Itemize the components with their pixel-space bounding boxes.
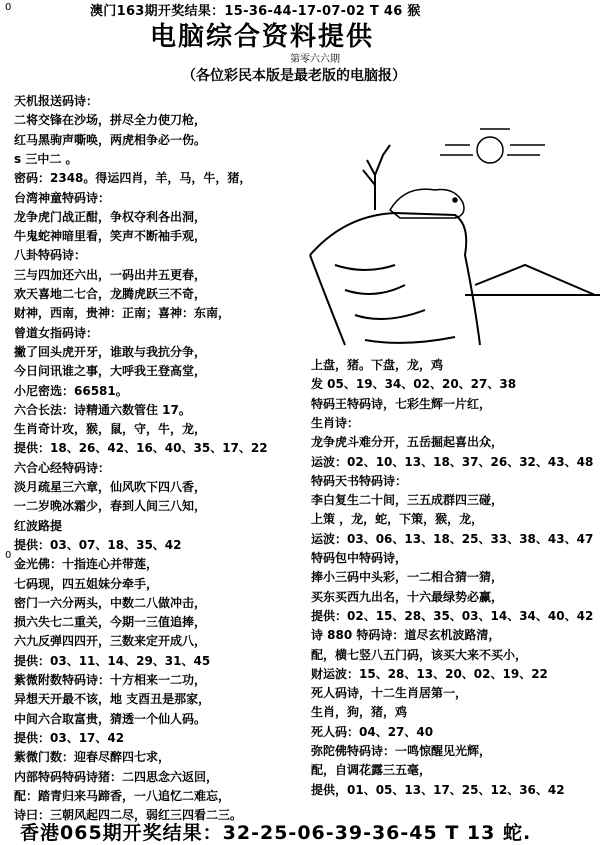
left-text-line: 提供：18、26、42、16、40、35、17、22	[14, 441, 268, 456]
right-text-line: 买东买西九出名，十六最绿势必赢，	[311, 589, 504, 604]
left-text-line: 天机报送码诗：	[14, 94, 99, 108]
left-text-line: 紫微门数：迎春尽醉四七求，	[14, 750, 171, 765]
left-text-line: 一二岁晚冰霜少，春到人间三八知，	[14, 499, 207, 514]
cliff-illustration	[305, 115, 605, 365]
right-text-line: 运波：02、10、13、18、37、26、32、43、48	[311, 454, 594, 469]
left-text-line: 红波路提	[14, 518, 63, 533]
right-text-line: 特码王特码诗，七彩生辉一片红，	[311, 396, 492, 411]
left-text-line: 曾道女指码诗：	[14, 325, 99, 340]
corner-mark: 0	[5, 2, 12, 13]
right-text-line: 死人码诗，十二生肖居第一，	[311, 686, 468, 701]
left-text-line: 撇了回头虎开牙，谁敢与我抗分争，	[14, 344, 207, 359]
left-text-line: 损六失七二重关，今期一三值追捧，	[14, 615, 207, 630]
right-text-line: 上策 ，龙，蛇，下策，猴，龙，	[311, 512, 484, 527]
right-text-line: 发 05、19、34、02、20、27、38	[311, 377, 517, 392]
left-text-line: 金光佛：十指连心并带莲，	[14, 557, 159, 572]
left-text-line: 紫微附数特码诗：十方相来一二功，	[14, 673, 207, 687]
left-text-line: 密码：2348。得运四肖，羊，马，牛，猪，	[14, 171, 252, 186]
left-text-line: 生肖奇计攻，猴，鼠，守，牛，龙，	[14, 422, 207, 437]
left-text-line: 提供：03、07、18、35、42	[14, 537, 182, 552]
left-text-line: 小尼密选：66581。	[14, 383, 128, 398]
left-text-line: 红马黑驹声嘶唤，两虎相争必一伤。	[14, 132, 207, 147]
left-text-line: 提供：03、17、42	[14, 730, 125, 745]
left-text-line: 配：踏青归来马蹄香，一八追忆二难忘，	[14, 788, 231, 803]
hongkong-result-line: 香港065期开奖结果：32-25-06-39-36-45 T 13 蛇.	[20, 822, 532, 844]
left-text-line: 台湾神童特码诗：	[14, 190, 111, 205]
left-text-line: 提供：03、11、14、29、31、45	[14, 653, 211, 668]
left-text-line: 三与四加还六出，一码出井五更春，	[14, 267, 207, 282]
left-text-line: 龙争虎门战正酣，争权夺利各出洞，	[14, 209, 207, 224]
left-text-line: 内部特码特码诗猪：二四思念六返回，	[14, 769, 219, 784]
right-text-line: 上盘，猪。下盘，龙，鸡	[311, 358, 444, 372]
right-text-line: 生肖诗：	[311, 415, 360, 430]
macau-result-line: 澳门163期开奖结果：15-36-44-17-07-02 T 46 猴	[90, 4, 421, 19]
right-text-line: 李白复生二十间，三五成群四三碰，	[311, 493, 504, 508]
right-text-line: 弥陀佛特码诗：一鸣惊醒见光辉，	[311, 744, 492, 758]
right-text-line: 财运波：15、28、13、20、02、19、22	[311, 666, 548, 681]
left-text-line: 七码现，四五姐妹分牵手，	[14, 576, 159, 591]
left-text-line: 二将交锋在沙场，拼尽全力使刀枪，	[14, 113, 207, 128]
right-text-line: 生肖，狗，猪，鸡	[311, 705, 408, 720]
right-text-line: 提供：02、15、28、35、03、14、34、40、42	[311, 608, 594, 623]
plant-icon	[363, 145, 390, 210]
left-text-line: 六九反弹四四开，三数来定开成八，	[14, 634, 207, 649]
right-text-line: 运波：03、06、13、18、25、33、38、43、47	[311, 531, 594, 546]
right-text-line: 特码天书特码诗：	[311, 473, 408, 488]
left-text-line: 牛鬼蛇神暗里看，笑声不断袖手观，	[14, 229, 207, 244]
right-text-line: 配，横七竖八五门码，该买大来不买小，	[311, 647, 528, 662]
rock-cliff	[310, 213, 600, 345]
issue-number: 第零六六期	[290, 54, 340, 65]
left-text-line: 财神，西南，贵神：正南；喜神：东南，	[14, 306, 231, 321]
page-title: 电脑综合资料提供	[150, 22, 375, 52]
left-text-line: 异想天开最不该，地 支酉丑是那家，	[14, 692, 211, 707]
left-text-line: 六合心经特码诗：	[14, 460, 111, 475]
left-text-line: 今日问讯谁之事，大呼我王登高堂，	[14, 364, 207, 379]
right-text-line: 配，自调花露三五毫，	[311, 763, 432, 778]
left-text-line: 淡月疏星三六章，仙风吹下四八香，	[14, 480, 207, 494]
left-text-line: 密门一六分两头，中数二八做冲击，	[14, 595, 207, 610]
right-text-line: 特码包中特码诗，	[311, 551, 408, 565]
right-text-line: 龙争虎斗难分开，五岳掘起喜出众，	[311, 435, 504, 450]
corner-mark: 0	[5, 550, 12, 561]
left-text-line: 中间六合取富贵，猜透一个仙人码。	[14, 711, 207, 726]
page-subtitle: （各位彩民本版是最老版的电脑报）	[182, 68, 406, 84]
left-text-line: 欢天喜地二七合，龙腾虎跃三不奇，	[14, 287, 207, 301]
left-text-line: 八卦特码诗：	[14, 248, 87, 263]
right-text-line: 诗 880 特码诗：道尽玄机波路清，	[311, 628, 501, 643]
right-text-line: 捧小三码中头彩，一二相合猜一猜，	[311, 570, 504, 585]
left-text-line: 六合长法：诗精通六数管住 17。	[14, 402, 191, 417]
right-text-line: 死人码：04、27、40	[311, 724, 434, 739]
sun-icon	[440, 129, 545, 163]
left-text-line: 诗曰：三朝风起四二尽，弱红三四看二三。	[14, 808, 243, 823]
left-text-line: s 三中二 。	[14, 151, 78, 166]
right-text-line: 提供，01、05、13、17、25、12、36、42	[311, 782, 565, 797]
